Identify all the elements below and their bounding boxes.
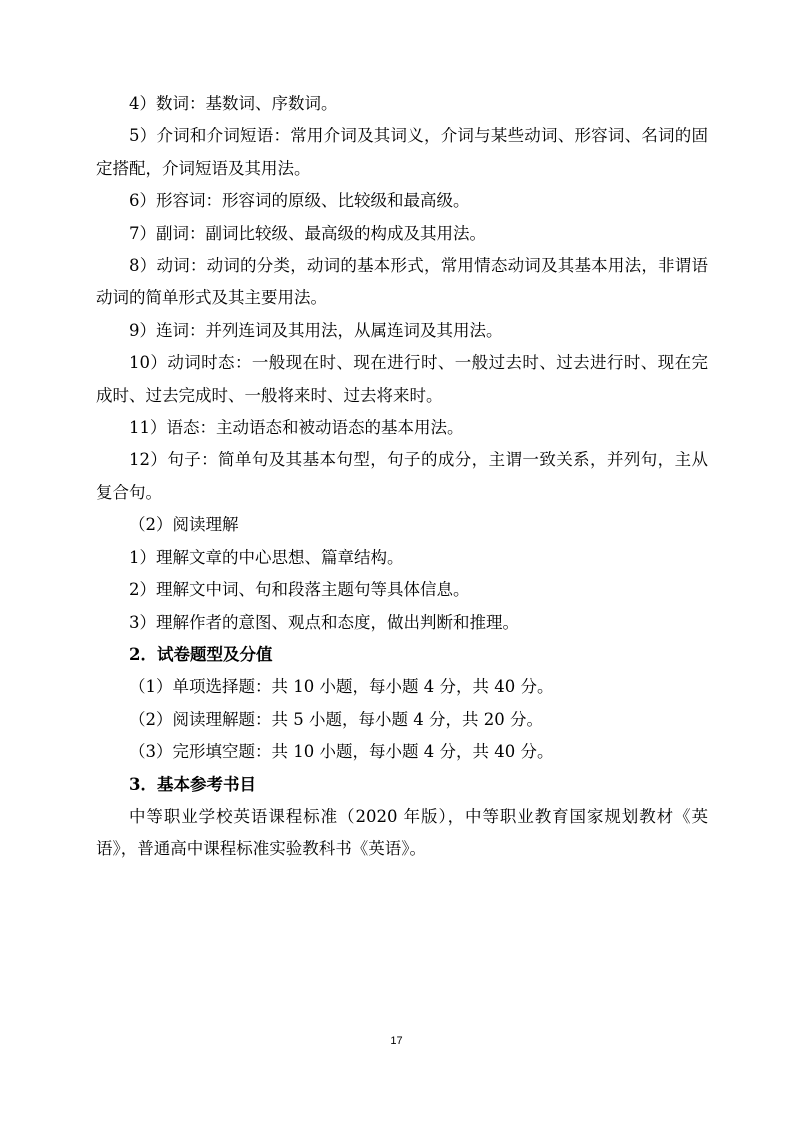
list-item-prepositions: 5）介词和介词短语：常用介词及其词义，介词与某些动词、形容词、名词的固定搭配，介词短语及其用法。	[96, 126, 708, 178]
list-item-voice: 11）语态：主动语态和被动语态的基本用法。	[129, 418, 464, 438]
list-item-multiple-choice: （1）单项选择题：共 10 小题，每小题 4 分，共 40 分。	[129, 677, 554, 697]
list-item-reading-3: 3）理解作者的意图、观点和态度，做出判断和推理。	[129, 612, 519, 632]
page-number: 17	[390, 1035, 403, 1047]
list-item-tenses: 10）动词时态：一般现在时、现在进行时、一般过去时、过去进行时、现在完成时、过去完成时、一般将来时、过去将来时。	[96, 353, 708, 405]
list-item-cloze: （3）完形填空题：共 10 小题，每小题 4 分，共 40 分。	[129, 742, 554, 762]
subsection-reading-comprehension: （2）阅读理解	[129, 515, 239, 535]
list-item-conjunctions: 9）连词：并列连词及其用法，从属连词及其用法。	[129, 320, 503, 340]
list-item-reading-1: 1）理解文章的中心思想、篇章结构。	[129, 547, 404, 567]
list-item-numerals: 4）数词：基数词、序数词。	[129, 94, 338, 113]
list-item-adverbs: 7）副词：副词比较级、最高级的构成及其用法。	[129, 223, 486, 243]
list-item-reading-2: 2）理解文中词、句和段落主题句等具体信息。	[129, 580, 470, 600]
list-item-verbs: 8）动词：动词的分类，动词的基本形式，常用情态动词及其基本用法，非谓语动词的简单形式及其主要用法。	[96, 256, 708, 308]
list-item-adjectives: 6）形容词：形容词的原级、比较级和最高级。	[129, 191, 470, 211]
list-item-sentences: 12）句子：简单句及其基本句型，句子的成分，主谓一致关系，并列句，主从复合句。	[96, 450, 708, 502]
section-heading-question-types: 2．试卷题型及分值	[129, 644, 273, 664]
list-item-reading-questions: （2）阅读理解题：共 5 小题，每小题 4 分，共 20 分。	[129, 709, 543, 729]
section-heading-reference-books: 3．基本参考书目	[129, 774, 256, 794]
reference-books-text: 中等职业学校英语课程标准（2020 年版），中等职业教育国家规划教材《英语》，普通高中课程标准实验教科书《英语》。	[96, 806, 708, 859]
document-body	[96, 88, 708, 866]
